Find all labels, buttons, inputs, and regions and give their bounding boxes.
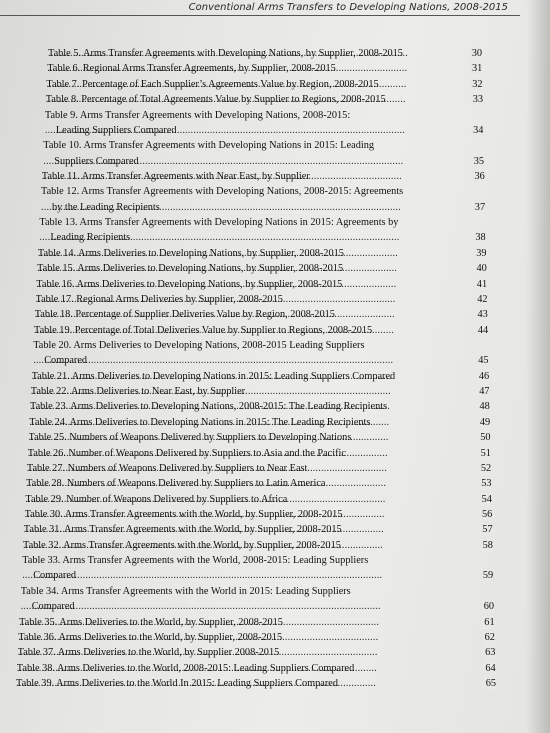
toc-entry-title: Table 8. Percentage of Total Agreements Value by Supplier to Regions, 2008-2015 [45, 94, 386, 106]
toc-page-number: 40 [476, 263, 487, 275]
toc-page-number: 41 [476, 278, 488, 290]
toc-entry[interactable] [28, 447, 491, 462]
toc-page-number: 37 [474, 201, 486, 213]
toc-entry[interactable] [19, 616, 495, 631]
toc-entry-title: Table 39. Arms Deliveries to the World In 2015: Leading Suppliers Compared [16, 678, 338, 689]
toc-page-number: 44 [477, 324, 489, 336]
toc-entry-title: Table 16. Arms Deliveries to Developing Nations, by Supplier, 2008-2015 [36, 278, 343, 290]
toc-entry[interactable] [23, 539, 493, 554]
toc-page-number: 33 [472, 94, 484, 106]
toc-entry-title-continued: Compared [33, 570, 77, 582]
toc-entry[interactable] [33, 339, 488, 370]
toc-entry[interactable] [29, 431, 491, 446]
toc-entry[interactable] [27, 462, 491, 477]
toc-entry[interactable] [17, 662, 496, 677]
toc-entry[interactable] [16, 677, 496, 692]
toc-entry[interactable] [25, 493, 492, 508]
running-title: Conventional Arms Transfers to Developing Nations, 2008-2015 [188, 2, 508, 13]
toc-entry-title: Table 30. Arms Transfer Agreements with the World, by Supplier, 2008-2015 [24, 509, 343, 520]
toc-entry-title: Table 37. Arms Deliveries to the World, by Supplier 2008-2015 [17, 647, 280, 659]
toc-entry-title: Table 6. Regional Arms Transfer Agreements, by Supplier, 2008-2015 [47, 63, 336, 75]
toc-page-number: 39 [476, 247, 487, 259]
toc-entry-title: Table 25. Numbers of Weapons Delivered by Suppliers to Developing Nations [28, 432, 352, 444]
toc-page-number: 42 [477, 293, 488, 305]
toc-entry[interactable] [25, 508, 493, 523]
toc-entry[interactable] [29, 416, 490, 431]
toc-page-number: 43 [477, 309, 488, 321]
toc-entry[interactable] [46, 93, 483, 108]
toc-entry[interactable] [22, 554, 493, 585]
toc-entry[interactable] [31, 385, 490, 400]
toc-page-number: 64 [485, 662, 496, 674]
toc-page-number: 62 [484, 631, 495, 643]
toc-entry-title: Table 9. Arms Transfer Agreements with Developing Nations, 2008-2015: [44, 109, 351, 121]
toc-page-number: 50 [480, 432, 491, 444]
toc-entry[interactable] [47, 62, 482, 77]
toc-entry-title: Table 28. Numbers of Weapons Delivered by Suppliers to Latin America [26, 478, 326, 490]
toc-entry-title: Table 38. Arms Deliveries to the World, 2008-2015: Leading Suppliers Compared [16, 662, 355, 674]
toc-page-number: 36 [474, 170, 485, 182]
toc-entry-title: Table 13. Arms Transfer Agreements with Developing Nations in 2015: Agreements by [39, 217, 399, 228]
toc-entry[interactable] [46, 78, 482, 93]
toc-entry[interactable] [36, 293, 488, 308]
toc-entry-title: Table 33. Arms Transfer Agreements with the World, 2008-2015: Leading Suppliers [22, 555, 369, 567]
toc-entry-title: Table 18. Percentage of Supplier Deliveries Value by Region, 2008-2015 [34, 309, 335, 321]
toc-entry-title: Table 36. Arms Deliveries to the World, by Supplier, 2008-2015 [18, 631, 283, 643]
toc-entry[interactable] [43, 139, 484, 170]
toc-entry-title-continued: Leading Recipients [50, 232, 131, 244]
toc-entry[interactable] [18, 631, 495, 646]
toc-page-number: 65 [485, 678, 496, 689]
toc-entry-title: Table 35. Arms Deliveries to the World, by Supplier, 2008-2015 [19, 616, 283, 628]
toc-page-number: 32 [472, 78, 483, 90]
toc-page-number: 48 [479, 401, 490, 413]
toc-entry[interactable] [45, 109, 484, 140]
toc-page-number: 30 [471, 48, 482, 59]
toc-entry-title: Table 26. Number of Weapons Delivered by Suppliers to Asia and the Pacific [27, 447, 346, 459]
toc-entry-title: Table 22. Arms Deliveries to Near East, by Supplier [30, 386, 246, 397]
toc-entry[interactable] [48, 47, 482, 62]
toc-page-number: 31 [471, 63, 483, 75]
toc-page-number: 49 [479, 416, 491, 428]
toc-entry-title-continued: Suppliers Compared [54, 155, 139, 167]
page-edge-shadow [526, 0, 550, 733]
toc-page-number: 51 [480, 447, 491, 459]
toc-entry[interactable] [35, 308, 488, 323]
toc-page-number: 60 [483, 601, 494, 613]
toc-entry-title: Table 17. Regional Arms Deliveries by Supplier, 2008-2015 [35, 293, 283, 305]
toc-page-number: 35 [473, 155, 484, 167]
toc-entry[interactable] [39, 216, 485, 247]
toc-entry[interactable] [30, 400, 490, 415]
toc-entry-title-continued: Leading Suppliers Compared [55, 124, 177, 136]
toc-entry-title: Table 15. Arms Deliveries to Developing Nations, by Supplier, 2008-2015 [37, 263, 344, 275]
toc-entry-title: Table 34. Arms Transfer Agreements with the World in 2015: Leading Suppliers [20, 585, 351, 597]
dot-leader [21, 600, 494, 613]
toc-entry[interactable] [38, 247, 487, 262]
toc-entry-title: Table 21. Arms Deliveries to Developing Nations in 2015: Leading Suppliers Compared [31, 370, 396, 382]
toc-page-number: 53 [481, 478, 492, 490]
toc-entry[interactable] [34, 324, 488, 339]
toc-entry[interactable] [21, 585, 494, 616]
toc-entry-title: Table 5. Arms Transfer Agreements with Developing Nations, by Supplier, 2008-2015 [48, 48, 403, 59]
toc-page-number: 47 [479, 386, 490, 397]
toc-entry-title: Table 23. Arms Deliveries to Developing Nations, 2008-2015: The Leading Recipients [30, 401, 388, 413]
toc-page-number: 38 [475, 232, 486, 244]
toc-entry-title: Table 27. Numbers of Weapons Delivered by Suppliers to Near East [26, 462, 308, 474]
toc-entry-title: Table 14. Arms Deliveries to Developing Nations, by Supplier, 2008-2015 [37, 247, 344, 259]
toc-entry-title: Table 29. Number of Weapons Delivered by Suppliers to Africa [25, 493, 288, 505]
toc-entry-title: Table 11. Arms Transfer Agreements with Near East, by Supplier [41, 170, 310, 182]
toc-entry[interactable] [41, 185, 485, 216]
toc-entry[interactable] [32, 370, 490, 385]
toc-entry-title: Table 20. Arms Deliveries to Developing Nations, 2008-2015 Leading Suppliers [33, 340, 365, 351]
toc-entry-title-continued: Compared [31, 601, 75, 613]
toc-page-number: 56 [481, 509, 493, 520]
toc-entry-title: Table 12. Arms Transfer Agreements with Developing Nations, 2008-2015: Agreements [41, 186, 404, 198]
toc-page-number: 61 [484, 616, 495, 628]
toc-entry[interactable] [24, 523, 493, 538]
toc-page-number: 63 [485, 647, 496, 659]
toc-entry-title-continued: Compared [44, 355, 88, 367]
toc-page-number: 34 [473, 124, 484, 136]
toc-entry-title: Table 7. Percentage of Each Supplier’s Agreements Value by Region, 2008-2015 [46, 78, 379, 90]
toc-page-number: 59 [482, 570, 494, 582]
toc-page-number: 45 [478, 355, 489, 367]
toc-page-number: 54 [481, 493, 492, 505]
toc-entry-title: Table 31. Arms Transfer Agreements with the World, by Supplier, 2008-2015 [23, 524, 342, 536]
toc-entry[interactable] [18, 646, 496, 661]
toc-page-number: 58 [482, 539, 493, 551]
dot-leader [33, 354, 488, 367]
toc-entry-title: Table 19. Percentage of Total Deliveries Value by Supplier to Regions, 2008-2015 [34, 324, 373, 336]
toc-entry-title: Table 24. Arms Deliveries to Developing Nations in 2015: The Leading Recipients [29, 416, 371, 428]
toc-entry-title: Table 32. Arms Transfer Agreements with the World, by Supplier, 2008-2015 [23, 539, 341, 551]
toc-page-number: 46 [478, 370, 490, 382]
toc-entry[interactable] [26, 477, 491, 492]
toc-entry[interactable] [36, 278, 487, 293]
dot-leader [22, 569, 493, 582]
toc-entry-title-continued: by the Leading Recipients [52, 201, 160, 213]
toc-page-number: 52 [480, 462, 492, 474]
toc-entry[interactable] [42, 170, 485, 185]
toc-entry[interactable] [37, 262, 487, 277]
toc-page-number: 57 [482, 524, 493, 536]
toc-entry-title: Table 10. Arms Transfer Agreements with Developing Nations in 2015: Leading [43, 140, 375, 152]
